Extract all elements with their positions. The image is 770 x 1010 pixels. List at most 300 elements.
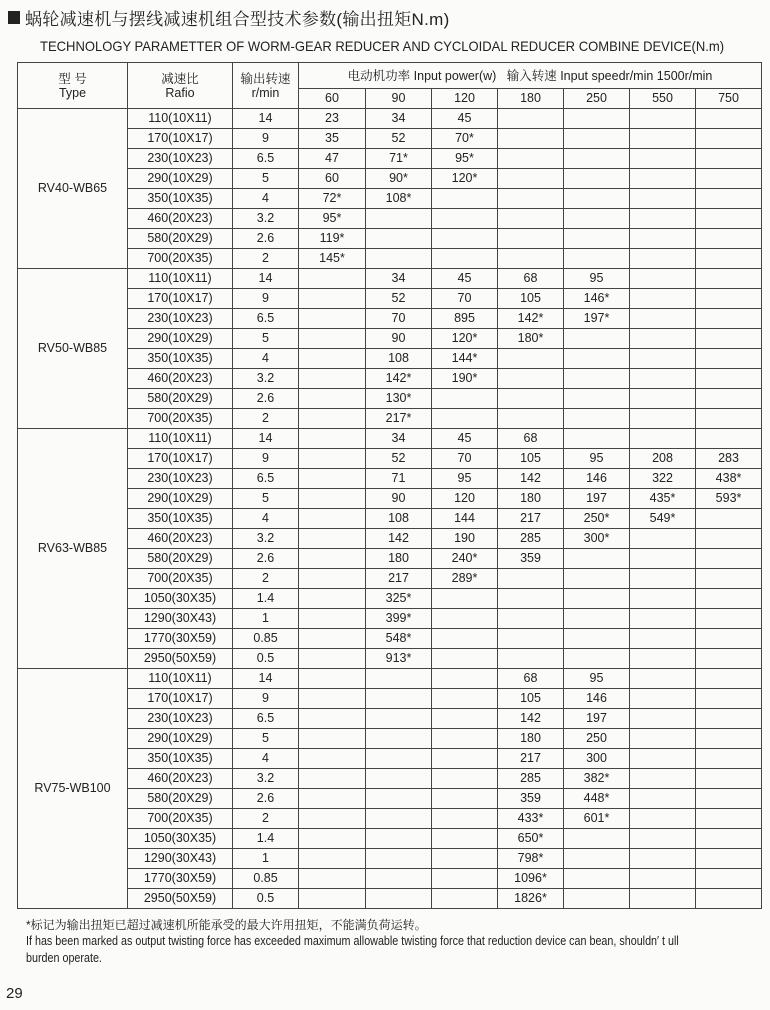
torque-cell: 650* (498, 829, 564, 849)
torque-cell (630, 529, 696, 549)
torque-cell: 90 (366, 329, 432, 349)
table-row (18, 189, 762, 209)
header-speed (233, 63, 299, 109)
torque-cell (366, 789, 432, 809)
ratio-cell: 290(10X29) (128, 729, 233, 749)
header-power-60: 60 (299, 89, 366, 109)
torque-cell: 250 (564, 729, 630, 749)
footnote-en-line2: burden operate. (26, 951, 102, 965)
torque-cell: 217 (498, 509, 564, 529)
torque-cell (498, 369, 564, 389)
page-number: 29 (6, 985, 23, 1002)
torque-cell (498, 389, 564, 409)
table-row (18, 629, 762, 649)
header-type-en: Type (58, 85, 87, 100)
torque-cell (696, 249, 762, 269)
torque-cell (432, 689, 498, 709)
torque-cell (432, 809, 498, 829)
torque-cell: 180 (498, 489, 564, 509)
torque-cell (630, 189, 696, 209)
speed-cell: 4 (233, 509, 299, 529)
torque-cell: 120* (432, 329, 498, 349)
torque-cell (432, 849, 498, 869)
torque-cell (630, 789, 696, 809)
torque-cell (696, 569, 762, 589)
table-row (18, 529, 762, 549)
torque-cell: 601* (564, 809, 630, 829)
torque-cell (498, 629, 564, 649)
torque-cell (696, 169, 762, 189)
torque-cell (498, 249, 564, 269)
torque-cell (432, 709, 498, 729)
table-row (18, 669, 762, 689)
speed-cell: 14 (233, 109, 299, 129)
torque-cell (564, 109, 630, 129)
speed-cell: 3.2 (233, 369, 299, 389)
speed-cell: 2 (233, 249, 299, 269)
torque-cell: 593* (696, 489, 762, 509)
ratio-cell: 460(20X23) (128, 769, 233, 789)
table-row (18, 389, 762, 409)
torque-cell (630, 329, 696, 349)
torque-cell (696, 589, 762, 609)
torque-cell (432, 649, 498, 669)
type-cell: RV50-WB85 (18, 269, 128, 429)
ratio-cell: 350(10X35) (128, 189, 233, 209)
table-row (18, 469, 762, 489)
torque-cell: 70 (366, 309, 432, 329)
ratio-cell: 290(10X29) (128, 489, 233, 509)
table-row (18, 289, 762, 309)
header-speed-cn: 输出转速 (240, 71, 291, 86)
torque-cell (432, 209, 498, 229)
torque-cell: 146 (564, 469, 630, 489)
torque-cell (432, 729, 498, 749)
torque-cell: 34 (366, 429, 432, 449)
torque-cell: 95 (564, 269, 630, 289)
torque-cell: 145* (299, 249, 366, 269)
ratio-cell: 460(20X23) (128, 209, 233, 229)
torque-cell: 180 (498, 729, 564, 749)
torque-cell (696, 389, 762, 409)
header-ratio-en: Rafio (165, 85, 195, 100)
torque-cell (630, 889, 696, 909)
torque-cell (564, 829, 630, 849)
torque-cell: 1826* (498, 889, 564, 909)
torque-cell (432, 889, 498, 909)
torque-cell: 45 (432, 269, 498, 289)
torque-cell (299, 829, 366, 849)
torque-cell: 142 (366, 529, 432, 549)
torque-cell (630, 669, 696, 689)
table-row (18, 409, 762, 429)
torque-cell: 35 (299, 129, 366, 149)
torque-cell: 90* (366, 169, 432, 189)
speed-cell: 9 (233, 689, 299, 709)
torque-cell (696, 129, 762, 149)
speed-cell: 6.5 (233, 469, 299, 489)
torque-cell (299, 729, 366, 749)
speed-cell: 6.5 (233, 149, 299, 169)
speed-cell: 1.4 (233, 829, 299, 849)
speed-cell: 14 (233, 669, 299, 689)
ratio-cell: 1290(30X43) (128, 609, 233, 629)
torque-cell (630, 129, 696, 149)
torque-cell: 95 (564, 449, 630, 469)
table-row (18, 349, 762, 369)
torque-cell: 895 (432, 309, 498, 329)
torque-cell: 119* (299, 229, 366, 249)
torque-cell: 95 (432, 469, 498, 489)
speed-cell: 9 (233, 289, 299, 309)
torque-cell: 71* (366, 149, 432, 169)
torque-cell (696, 609, 762, 629)
torque-cell: 359 (498, 549, 564, 569)
torque-cell (696, 229, 762, 249)
speed-cell: 6.5 (233, 709, 299, 729)
torque-cell: 325* (366, 589, 432, 609)
torque-cell (299, 489, 366, 509)
table-row (18, 129, 762, 149)
table-row (18, 829, 762, 849)
torque-cell: 68 (498, 669, 564, 689)
torque-cell (630, 769, 696, 789)
torque-cell: 1096* (498, 869, 564, 889)
torque-cell: 108* (366, 189, 432, 209)
torque-cell (498, 569, 564, 589)
torque-cell (696, 109, 762, 129)
table-row (18, 789, 762, 809)
torque-cell (299, 509, 366, 529)
torque-cell (432, 669, 498, 689)
torque-cell (696, 809, 762, 829)
torque-cell: 548* (366, 629, 432, 649)
table-row (18, 809, 762, 829)
footnote-en-line1: If has been marked as output twisting force has exceeded maximum allowable twisting force that reduction device can bean, shouldn′ t ull (26, 934, 679, 948)
torque-cell (696, 629, 762, 649)
torque-cell (432, 189, 498, 209)
ratio-cell: 110(10X11) (128, 269, 233, 289)
torque-cell (564, 149, 630, 169)
table-row (18, 869, 762, 889)
ratio-cell: 580(20X29) (128, 389, 233, 409)
ratio-cell: 700(20X35) (128, 569, 233, 589)
torque-cell (696, 709, 762, 729)
page-title-cn (8, 5, 450, 30)
torque-cell (564, 349, 630, 369)
torque-cell (498, 149, 564, 169)
torque-cell (299, 609, 366, 629)
torque-cell (498, 189, 564, 209)
torque-cell (630, 349, 696, 369)
torque-cell (564, 549, 630, 569)
torque-cell (366, 669, 432, 689)
torque-cell: 47 (299, 149, 366, 169)
torque-cell: 798* (498, 849, 564, 869)
speed-cell: 0.85 (233, 629, 299, 649)
torque-cell (366, 809, 432, 829)
speed-cell: 3.2 (233, 769, 299, 789)
torque-cell (498, 169, 564, 189)
torque-cell: 144 (432, 509, 498, 529)
speed-cell: 4 (233, 349, 299, 369)
ratio-cell: 170(10X17) (128, 289, 233, 309)
torque-cell (366, 249, 432, 269)
torque-cell: 95* (432, 149, 498, 169)
header-type-cn: 型 号 (58, 71, 87, 86)
torque-cell (630, 269, 696, 289)
torque-cell (630, 369, 696, 389)
torque-cell (630, 629, 696, 649)
torque-cell: 105 (498, 449, 564, 469)
torque-cell (630, 409, 696, 429)
torque-cell (564, 329, 630, 349)
header-power-120: 120 (432, 89, 498, 109)
torque-cell (696, 509, 762, 529)
torque-cell: 197* (564, 309, 630, 329)
torque-cell (498, 349, 564, 369)
torque-cell: 70* (432, 129, 498, 149)
torque-cell (432, 869, 498, 889)
title-cn-text: 蜗轮减速机与摆线减速机组合型技术参数(输出扭矩N.m) (25, 10, 450, 29)
table-row (18, 229, 762, 249)
torque-cell (630, 829, 696, 849)
torque-cell (498, 649, 564, 669)
square-bullet-icon (8, 11, 20, 24)
torque-cell (630, 289, 696, 309)
speed-cell: 5 (233, 729, 299, 749)
torque-cell (432, 789, 498, 809)
torque-cell: 23 (299, 109, 366, 129)
torque-cell: 180 (366, 549, 432, 569)
speed-cell: 4 (233, 749, 299, 769)
torque-cell (299, 669, 366, 689)
torque-cell: 300* (564, 529, 630, 549)
ratio-cell: 230(10X23) (128, 469, 233, 489)
ratio-cell: 110(10X11) (128, 109, 233, 129)
torque-cell (630, 249, 696, 269)
torque-cell (299, 769, 366, 789)
torque-cell: 95 (564, 669, 630, 689)
torque-cell (564, 209, 630, 229)
table-row (18, 569, 762, 589)
torque-cell (696, 529, 762, 549)
torque-cell (299, 309, 366, 329)
torque-cell (696, 309, 762, 329)
torque-cell: 285 (498, 769, 564, 789)
table-row (18, 269, 762, 289)
torque-cell: 913* (366, 649, 432, 669)
torque-cell: 90 (366, 489, 432, 509)
ratio-cell: 350(10X35) (128, 749, 233, 769)
torque-cell (432, 749, 498, 769)
torque-cell: 142* (366, 369, 432, 389)
torque-cell (696, 849, 762, 869)
torque-cell (630, 209, 696, 229)
torque-cell (630, 689, 696, 709)
speed-cell: 2 (233, 409, 299, 429)
ratio-cell: 230(10X23) (128, 149, 233, 169)
ratio-cell: 110(10X11) (128, 669, 233, 689)
torque-cell: 382* (564, 769, 630, 789)
torque-cell: 283 (696, 449, 762, 469)
ratio-cell: 1050(30X35) (128, 829, 233, 849)
torque-cell (432, 769, 498, 789)
torque-cell: 144* (432, 349, 498, 369)
torque-cell: 120* (432, 169, 498, 189)
torque-cell (696, 889, 762, 909)
torque-cell: 60 (299, 169, 366, 189)
torque-cell (564, 589, 630, 609)
table-row (18, 549, 762, 569)
torque-cell (630, 389, 696, 409)
ratio-cell: 170(10X17) (128, 129, 233, 149)
ratio-cell: 460(20X23) (128, 529, 233, 549)
table-row (18, 609, 762, 629)
header-power-750: 750 (696, 89, 762, 109)
torque-cell (630, 569, 696, 589)
torque-cell: 190 (432, 529, 498, 549)
torque-cell: 180* (498, 329, 564, 349)
torque-cell (696, 149, 762, 169)
table-row (18, 369, 762, 389)
torque-cell (630, 729, 696, 749)
torque-cell: 433* (498, 809, 564, 829)
torque-cell: 68 (498, 429, 564, 449)
torque-cell (432, 389, 498, 409)
speed-cell: 14 (233, 429, 299, 449)
table-row (18, 709, 762, 729)
torque-cell (696, 649, 762, 669)
torque-cell (299, 569, 366, 589)
footnote-cn: *标记为输出扭矩已超过减速机所能承受的最大许用扭矩，不能满负荷运转。 (26, 918, 427, 932)
ratio-cell: 580(20X29) (128, 229, 233, 249)
table-row (18, 429, 762, 449)
torque-cell (696, 669, 762, 689)
speed-cell: 2 (233, 569, 299, 589)
torque-cell (630, 849, 696, 869)
torque-cell: 105 (498, 689, 564, 709)
speed-cell: 0.5 (233, 889, 299, 909)
table-row (18, 489, 762, 509)
speed-cell: 0.5 (233, 649, 299, 669)
torque-cell: 285 (498, 529, 564, 549)
type-cell: RV75-WB100 (18, 669, 128, 909)
torque-cell: 70 (432, 449, 498, 469)
torque-cell (366, 729, 432, 749)
speed-cell: 2.6 (233, 549, 299, 569)
ratio-cell: 230(10X23) (128, 309, 233, 329)
torque-cell (299, 649, 366, 669)
table-row (18, 749, 762, 769)
torque-cell: 142 (498, 709, 564, 729)
speed-cell: 9 (233, 449, 299, 469)
torque-cell (299, 549, 366, 569)
torque-cell (630, 869, 696, 889)
ratio-cell: 350(10X35) (128, 509, 233, 529)
speed-cell: 5 (233, 489, 299, 509)
torque-cell (630, 549, 696, 569)
ratio-cell: 350(10X35) (128, 349, 233, 369)
torque-cell: 208 (630, 449, 696, 469)
torque-cell (498, 209, 564, 229)
torque-cell (696, 369, 762, 389)
header-power-180: 180 (498, 89, 564, 109)
torque-cell (696, 289, 762, 309)
table-row (18, 769, 762, 789)
torque-cell: 190* (432, 369, 498, 389)
torque-cell (564, 629, 630, 649)
torque-cell (696, 749, 762, 769)
torque-cell (366, 869, 432, 889)
table-row (18, 509, 762, 529)
speed-cell: 14 (233, 269, 299, 289)
speed-cell: 6.5 (233, 309, 299, 329)
ratio-cell: 2950(50X59) (128, 889, 233, 909)
torque-cell (299, 709, 366, 729)
torque-cell (564, 889, 630, 909)
torque-cell (299, 809, 366, 829)
torque-cell (630, 149, 696, 169)
torque-cell (366, 889, 432, 909)
torque-cell (432, 589, 498, 609)
torque-cell (696, 189, 762, 209)
torque-cell: 52 (366, 129, 432, 149)
torque-cell: 142* (498, 309, 564, 329)
torque-cell (299, 849, 366, 869)
torque-cell (696, 429, 762, 449)
speed-cell: 2.6 (233, 229, 299, 249)
ratio-cell: 580(20X29) (128, 549, 233, 569)
table-row (18, 729, 762, 749)
torque-cell: 217 (366, 569, 432, 589)
torque-cell (564, 249, 630, 269)
torque-cell (299, 889, 366, 909)
torque-cell (299, 289, 366, 309)
torque-cell (299, 349, 366, 369)
torque-cell (498, 229, 564, 249)
speed-cell: 5 (233, 329, 299, 349)
torque-cell (696, 769, 762, 789)
table-row (18, 449, 762, 469)
torque-cell: 438* (696, 469, 762, 489)
ratio-cell: 1770(30X59) (128, 629, 233, 649)
table-row (18, 329, 762, 349)
torque-cell: 289* (432, 569, 498, 589)
speed-cell: 2 (233, 809, 299, 829)
torque-cell: 71 (366, 469, 432, 489)
torque-cell: 70 (432, 289, 498, 309)
table-row (18, 109, 762, 129)
torque-cell (299, 429, 366, 449)
torque-cell (564, 369, 630, 389)
ratio-cell: 170(10X17) (128, 449, 233, 469)
torque-cell (696, 829, 762, 849)
table-row (18, 149, 762, 169)
table-row (18, 689, 762, 709)
ratio-cell: 700(20X35) (128, 249, 233, 269)
torque-cell: 250* (564, 509, 630, 529)
torque-cell (696, 269, 762, 289)
torque-cell (630, 709, 696, 729)
header-power-group: 电动机功率 Input power(w) 输入转速 Input speedr/min 1500r/min (299, 63, 762, 89)
header-ratio (128, 63, 233, 109)
torque-cell (498, 589, 564, 609)
torque-cell (630, 609, 696, 629)
parameter-table (17, 62, 762, 909)
ratio-cell: 290(10X29) (128, 329, 233, 349)
speed-cell: 3.2 (233, 209, 299, 229)
